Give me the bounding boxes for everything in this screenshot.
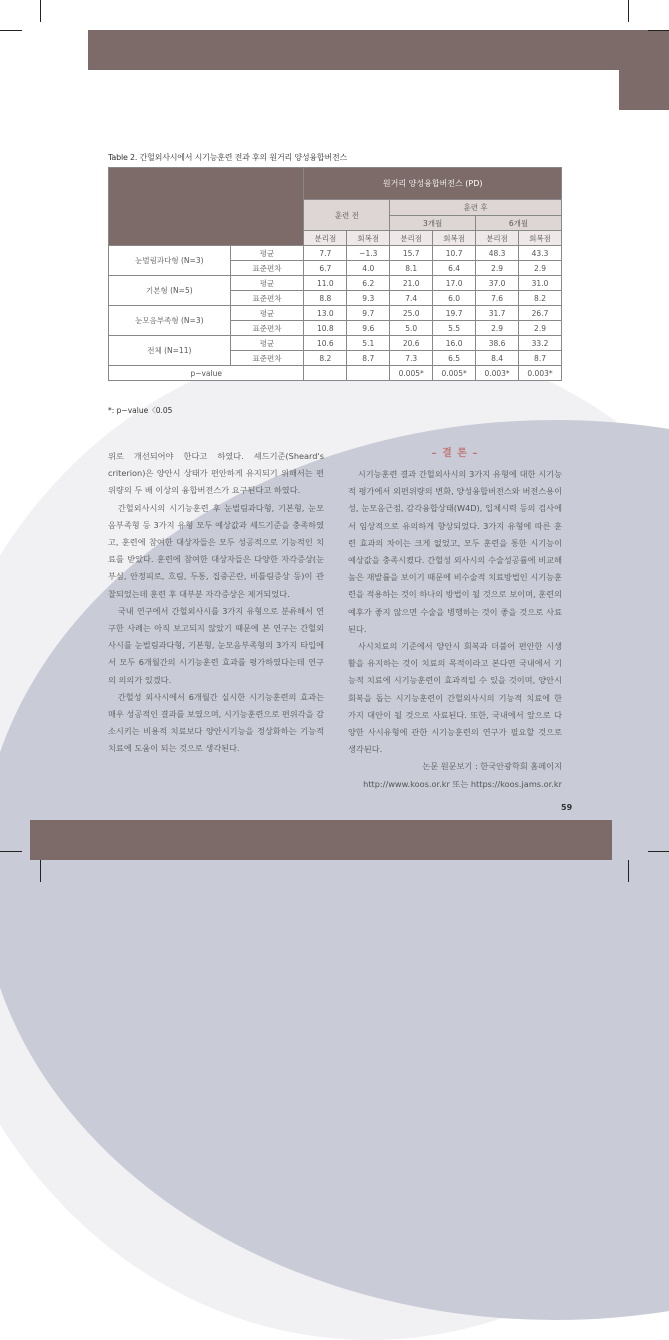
paragraph: 간헐외사시의 시기능훈련 후 눈벌림과다형, 기본형, 눈모음부족형 등 3가지 유형 모두 예상값과 셰드기준을 충족하였고, 훈련에 참여한 대상자들은 모두 성공적으로 기능적인 치료를 받았다. 훈련에 참여한 대상자들은 다양한 자각증상(눈부심, 안정피로, 흐림, 두통, 집중곤란, 비틀림증상 등)이 관찰되었는데 훈련 후 대부분 자각증상은 제거되었다.: [108, 502, 324, 599]
table-cell: 48.3: [476, 246, 519, 261]
crop-mark: [40, 0, 41, 22]
table-cell: 20.6: [390, 336, 433, 351]
group-name: 눈모음부족형 (N=3): [109, 306, 231, 336]
table-corner: [109, 168, 304, 246]
paragraph: 사시치료의 기준에서 양안시 회복과 더불어 편안한 시생활을 유지하는 것이 치료의 목적이라고 본다면 국내에서 기능적 치료에 시기능훈련이 효과적일 수 있을 것이며, 양안시 회복을 돕는 시기능훈련이 간헐외사시의 기능적 치료에 한 가지 대안이 될 것으로 사료된다. 또한, 국내에서 앞으로 다양한 사시유형에 관한 시기능훈련의 연구가 필요할 것으로 생각된다.: [348, 641, 562, 755]
source-note: 논문 원문보기 : 한국안광학회 홈페이지: [422, 761, 562, 772]
stat-label: 평균: [230, 276, 304, 291]
table-cell: 8.2: [304, 351, 347, 366]
table-cell: 8.4: [476, 351, 519, 366]
stat-label: 표준편차: [230, 291, 304, 306]
right-decor-band: [619, 70, 669, 110]
table-cell: 15.7: [390, 246, 433, 261]
group-name: 눈벌림과다형 (N=3): [109, 246, 231, 276]
col-header: 분리점: [304, 231, 347, 246]
paragraph: 시기능훈련 결과 간헐외사시의 3가지 유형에 대한 시기능적 평가에서 외편위량의 변화, 양성융합버전스와 버전스용이성, 눈모음근점, 감각융합상태(W4D), 입체시력 등의 검사에서 임상적으로 유의하게 향상되었다. 3가지 유형에 따른 훈련 효과의 차이는 크게 없었고, 모두 훈련을 통한 시기능이 예상값을 충족시켰다. 간헐성 외사시의 수술성공률에 비교해 높은 재발률을 보이기 때문에 비수술적 치료방법인 시기능훈련을 적용하는 것이 하나의 방법이 될 것으로 보이며, 훈련의 예후가 좋지 않으면 수술을 병행하는 것이 좋을 것으로 사료된다.: [348, 469, 562, 634]
table-cell: 0.005*: [390, 366, 433, 381]
table-cell: 31.0: [519, 276, 562, 291]
table-cell: 10.7: [433, 246, 476, 261]
paragraph: 간헐성 외사시에서 6개월간 실시한 시기능훈련의 효과는 매우 성공적인 결과를 보였으며, 시기능훈련으로 편위각을 감소시키는 비용적 치료보다 양안시기능을 정상화하는 기능적 치료에 도움이 되는 것으로 생각된다.: [108, 691, 324, 754]
table-cell: 13.0: [304, 306, 347, 321]
page-number: 59: [561, 803, 573, 812]
table-cell: 8.1: [390, 261, 433, 276]
table-cell: 31.7: [476, 306, 519, 321]
table-cell: 0.003*: [519, 366, 562, 381]
table-cell: 2.9: [519, 321, 562, 336]
col-header: 회복점: [347, 231, 390, 246]
left-text-column: [108, 448, 324, 758]
group-name: 기본형 (N=5): [109, 276, 231, 306]
table-cell: [347, 366, 390, 381]
table-cell: 6.2: [347, 276, 390, 291]
table-cell: 7.6: [476, 291, 519, 306]
table-cell: 9.7: [347, 306, 390, 321]
table-cell: 10.6: [304, 336, 347, 351]
stat-label: 표준편차: [230, 351, 304, 366]
table-cell: 6.7: [304, 261, 347, 276]
table-cell: 43.3: [519, 246, 562, 261]
bottom-decor-band: [30, 820, 612, 860]
table-cell: 38.6: [476, 336, 519, 351]
table-cell: 16.0: [433, 336, 476, 351]
pvalue-label: p−value: [109, 366, 304, 381]
table-cell: 21.0: [390, 276, 433, 291]
table-title: Table 2. 간헐외사시에서 시기능훈련 전과 후의 원거리 양성융합버전스: [108, 153, 348, 162]
table-cell: 26.7: [519, 306, 562, 321]
table-cell: 6.0: [433, 291, 476, 306]
group-name: 전체 (N=11): [109, 336, 231, 366]
table-cell: 2.9: [476, 321, 519, 336]
table-cell: 8.2: [519, 291, 562, 306]
table-cell: 8.7: [519, 351, 562, 366]
table-cell: 7.3: [390, 351, 433, 366]
months3-header: 3개월: [390, 216, 476, 231]
stat-label: 표준편차: [230, 321, 304, 336]
table-cell: 5.1: [347, 336, 390, 351]
paragraph: 국내 연구에서 간헐외사시를 3가지 유형으로 분류해서 연구한 사례는 아직 보고되지 않았기 때문에 본 연구는 간헐외사시를 눈벌림과다형, 기본형, 눈모음부족형의 3가지 타입에서 모두 6개월간의 시기능훈련 효과를 평가하였다는데 연구의 의의가 있겠다.: [108, 605, 324, 685]
crop-mark: [0, 851, 22, 852]
stat-label: 평균: [230, 306, 304, 321]
table-footnote: *: p−value〈0.05: [108, 406, 173, 415]
table-cell: 17.0: [433, 276, 476, 291]
table-cell: 2.9: [519, 261, 562, 276]
table-cell: [304, 366, 347, 381]
table-cell: 5.5: [433, 321, 476, 336]
col-header: 분리점: [390, 231, 433, 246]
stat-label: 평균: [230, 336, 304, 351]
table-cell: 7.7: [304, 246, 347, 261]
table-cell: 19.7: [433, 306, 476, 321]
table-cell: 25.0: [390, 306, 433, 321]
table-cell: 33.2: [519, 336, 562, 351]
months6-header: 6개월: [476, 216, 562, 231]
crop-mark: [628, 0, 629, 22]
before-training-header: 훈련 전: [304, 200, 390, 231]
col-header: 회복점: [433, 231, 476, 246]
table-cell: 6.5: [433, 351, 476, 366]
table-cell: 37.0: [476, 276, 519, 291]
crop-mark: [648, 851, 669, 852]
table-cell: 4.0: [347, 261, 390, 276]
table-cell: 6.4: [433, 261, 476, 276]
paragraph: 위로 개선되어야 한다고 하였다. 셰드기준(Sheard's criterion)은 양안시 상태가 편안하게 유지되기 위해서는 편위량의 두 배 이상의 융합버전스가 요구된다고 하였다.: [108, 451, 324, 496]
top-decor-band: [88, 30, 669, 70]
col-header: 분리점: [476, 231, 519, 246]
right-text-column: [348, 448, 562, 793]
table-group-header: 원거리 양성융합버전스 (PD): [304, 168, 562, 200]
table-cell: 11.0: [304, 276, 347, 291]
table-cell: 2.9: [476, 261, 519, 276]
table-cell: 8.7: [347, 351, 390, 366]
conclusion-heading: – 결 론 –: [431, 448, 479, 459]
table-cell: −1.3: [347, 246, 390, 261]
table-cell: 5.0: [390, 321, 433, 336]
table-cell: 8.8: [304, 291, 347, 306]
table-cell: 0.003*: [476, 366, 519, 381]
table-cell: 10.8: [304, 321, 347, 336]
fusional-vergence-table: [108, 167, 562, 381]
stat-label: 표준편차: [230, 261, 304, 276]
crop-mark: [628, 860, 629, 882]
table-cell: 0.005*: [433, 366, 476, 381]
crop-mark: [648, 30, 669, 31]
table-cell: 9.6: [347, 321, 390, 336]
table-cell: 9.3: [347, 291, 390, 306]
table-cell: 7.4: [390, 291, 433, 306]
crop-mark: [0, 30, 22, 31]
col-header: 회복점: [519, 231, 562, 246]
crop-mark: [40, 860, 41, 882]
source-url[interactable]: http://www.koos.or.kr 또는 https://koos.jams.or.kr: [363, 778, 562, 789]
after-training-header: 훈련 후: [390, 200, 562, 216]
stat-label: 평균: [230, 246, 304, 261]
